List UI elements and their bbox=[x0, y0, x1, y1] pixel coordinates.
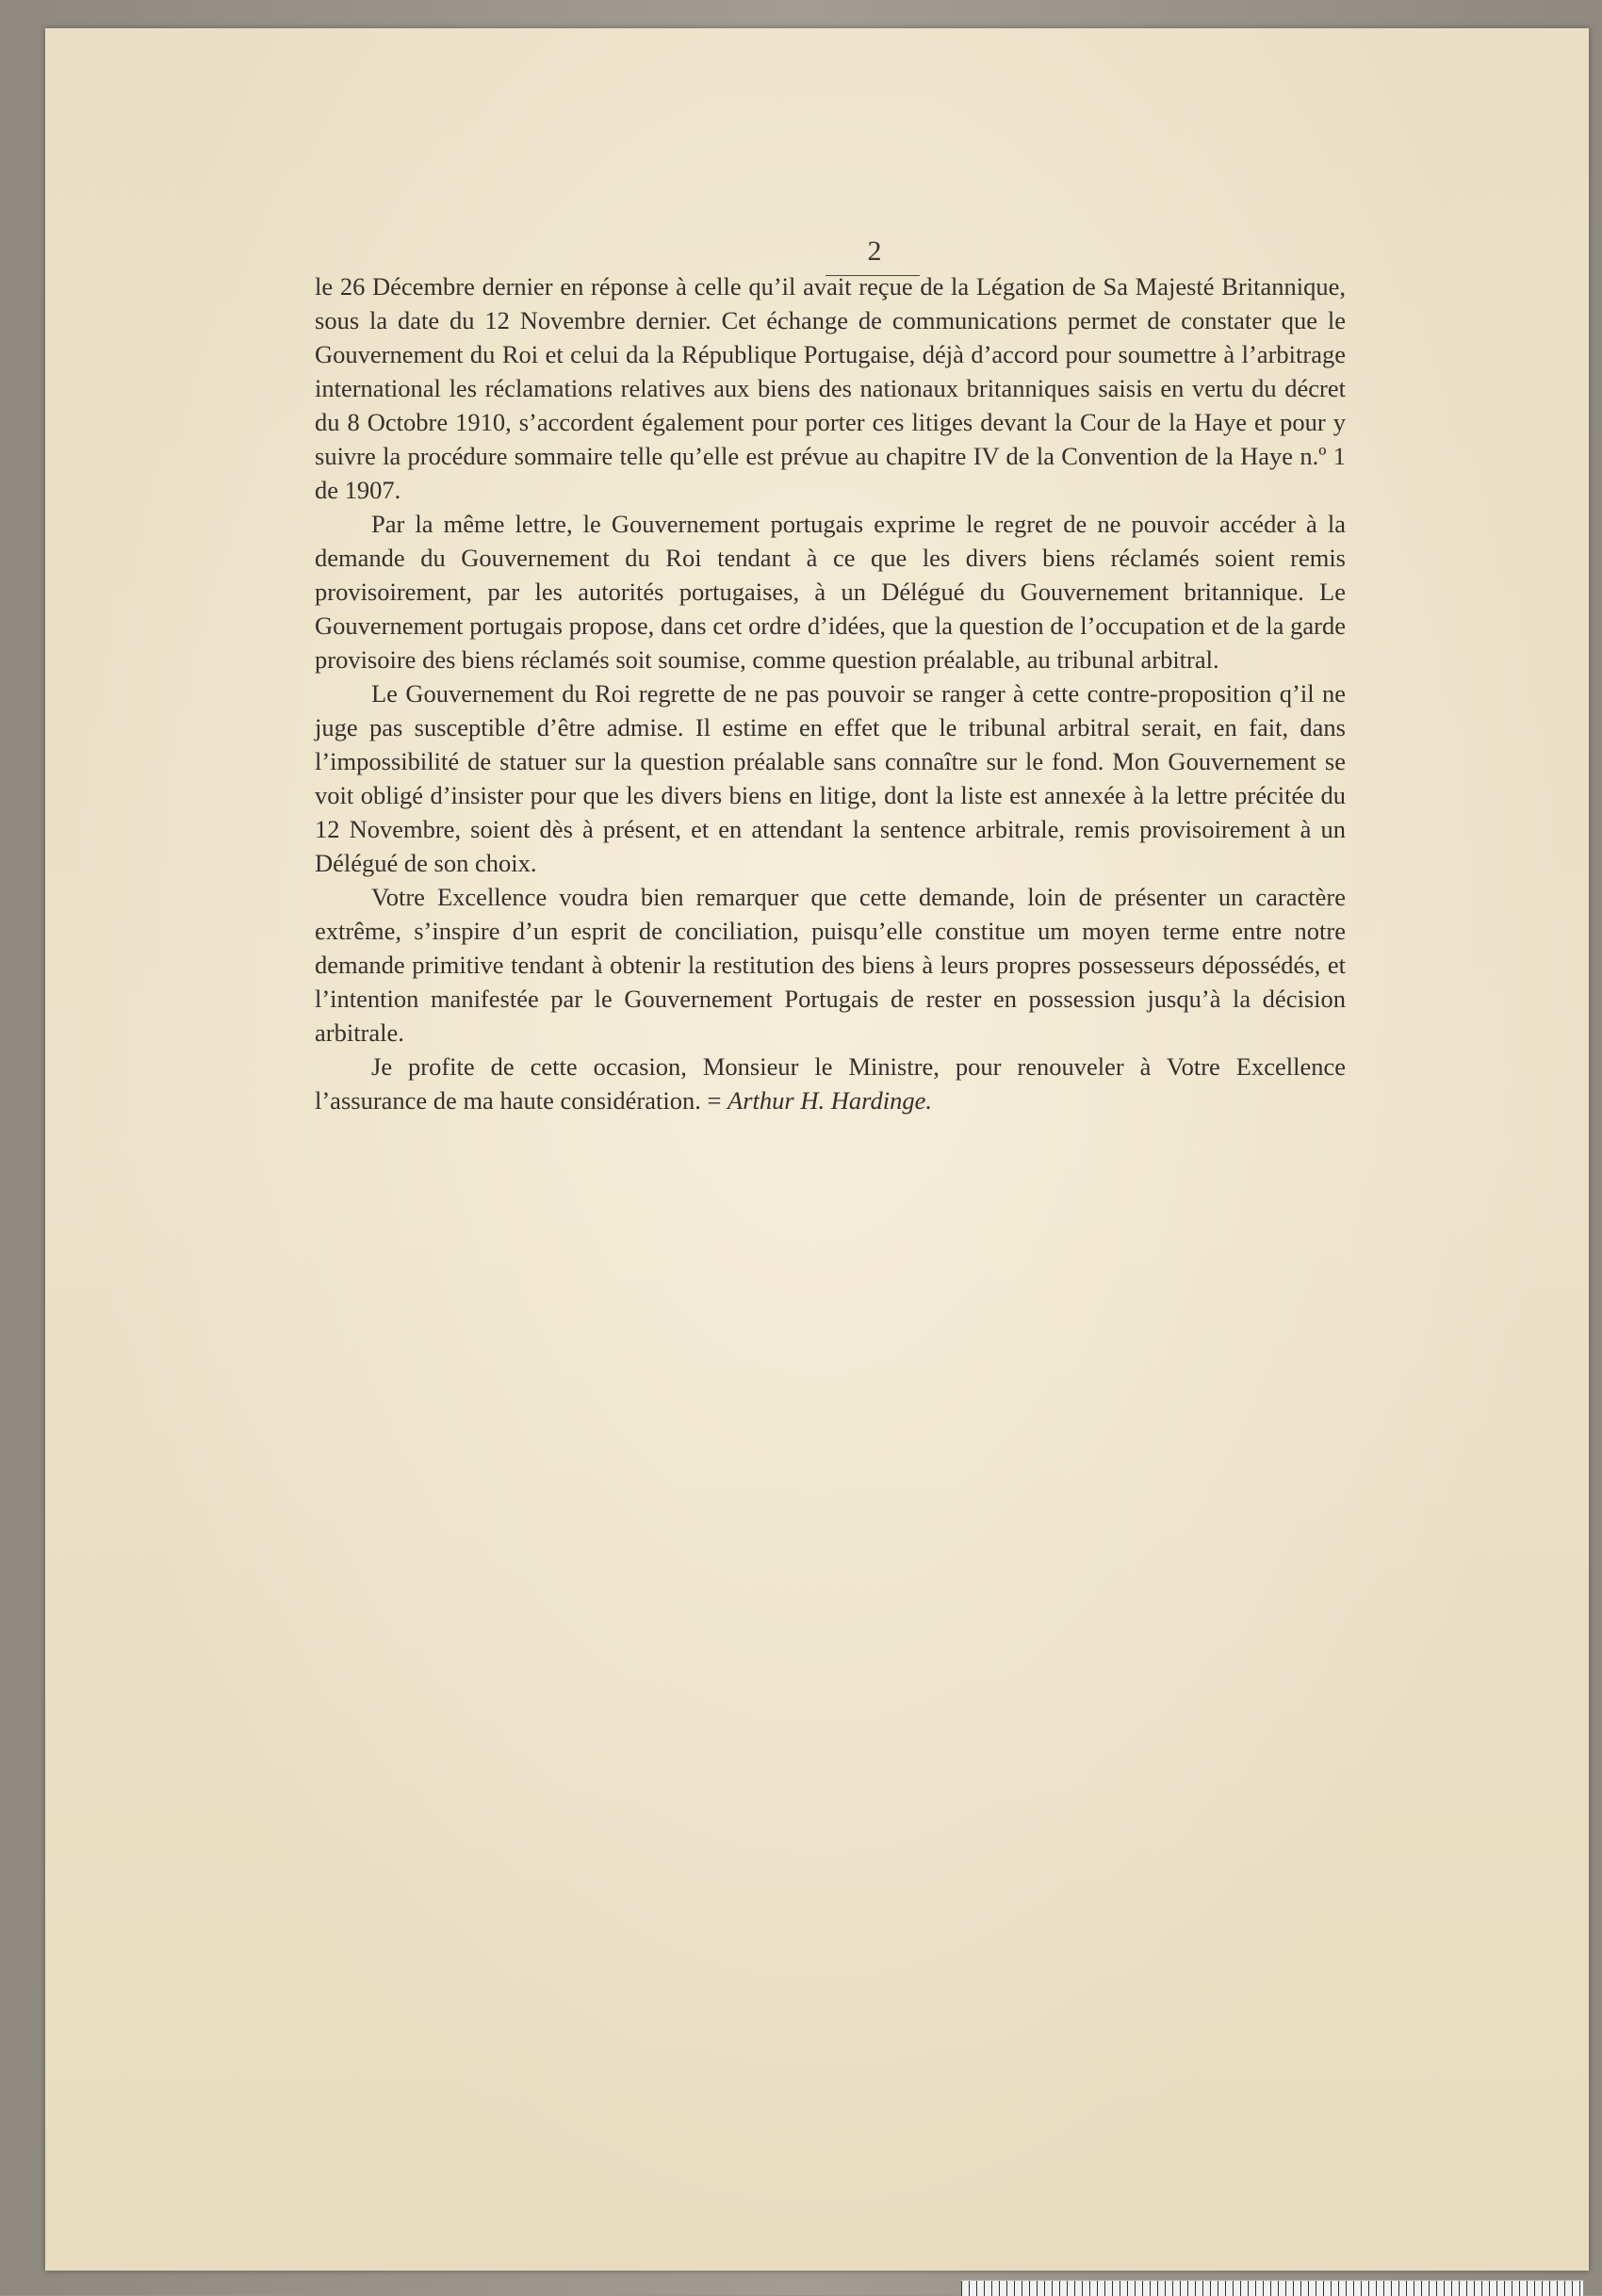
closing-text: Je profite de cette occasion, Monsieur le Ministre, pour renouveler à Votre Excellence l’assurance de ma haute considération. = bbox=[315, 1052, 1346, 1115]
scale-ruler bbox=[961, 2280, 1583, 2296]
closing-paragraph bbox=[315, 1050, 1346, 1117]
paragraph-3: Le Gouvernement du Roi regrette de ne pas pouvoir se ranger à cette contre-proposition q’il ne juge pas susceptible d’être admise. Il estime en effet que le tribunal arbitral serait, en fait, dans l’impossibilité de statuer sur la question préalable sans connaître sur le fond. Mon Gouvernement se voit obligé d’insister pour que les divers biens en litige, dont la liste est annexée à la lettre précitée du 12 Novembre, soient dès à présent, et en attendant la sentence arbitrale, remis provisoirement à un Délégué de son choix. bbox=[315, 679, 1346, 877]
signature: Arthur H. Hardinge. bbox=[727, 1086, 932, 1115]
page-number: 2 bbox=[867, 236, 882, 267]
letter-body bbox=[315, 269, 1346, 1117]
paragraph-4: Votre Excellence voudra bien remarquer que cette demande, loin de présenter un caractère extrême, s’inspire d’un esprit de conciliation, puisqu’elle constitue um moyen terme entre notre demande primitive tendant à obtenir la restitution des biens à leurs propres possesseurs dépossédés, et l’intention manifestée par le Gouvernement Portugais de rester en possession jusqu’à la décision arbitrale. bbox=[315, 883, 1346, 1047]
paragraph-1: le 26 Décembre dernier en réponse à celle qu’il avait reçue de la Légation de Sa Majesté Britannique, sous la date du 12 Novembre dernier. Cet échange de communications permet de constater que le Gouvernement du Roi et celui da la République Portugaise, déjà d’accord pour soumettre à l’arbitrage international les réclamations relatives aux biens des nationaux britanniques saisis en vertu du décret du 8 Octobre 1910, s’accordent également pour porter ces litiges devant la Cour de la Haye et pour y suivre la procédure sommaire telle qu’elle est prévue au chapitre IV de la Convention de la Haye n.º 1 de 1907. bbox=[315, 272, 1346, 504]
paragraph-2: Par la même lettre, le Gouvernement portugais exprime le regret de ne pouvoir accéder à la demande du Gouvernement du Roi tendant à ce que les divers biens réclamés soient remis provisoirement, par les autorités portugaises, à un Délégué du Gouvernement britannique. Le Gouvernement portugais propose, dans cet ordre d’idées, que la question de l’occupation et de la garde provisoire des biens réclamés soit soumise, comme question préalable, au tribunal arbitral. bbox=[315, 510, 1346, 674]
